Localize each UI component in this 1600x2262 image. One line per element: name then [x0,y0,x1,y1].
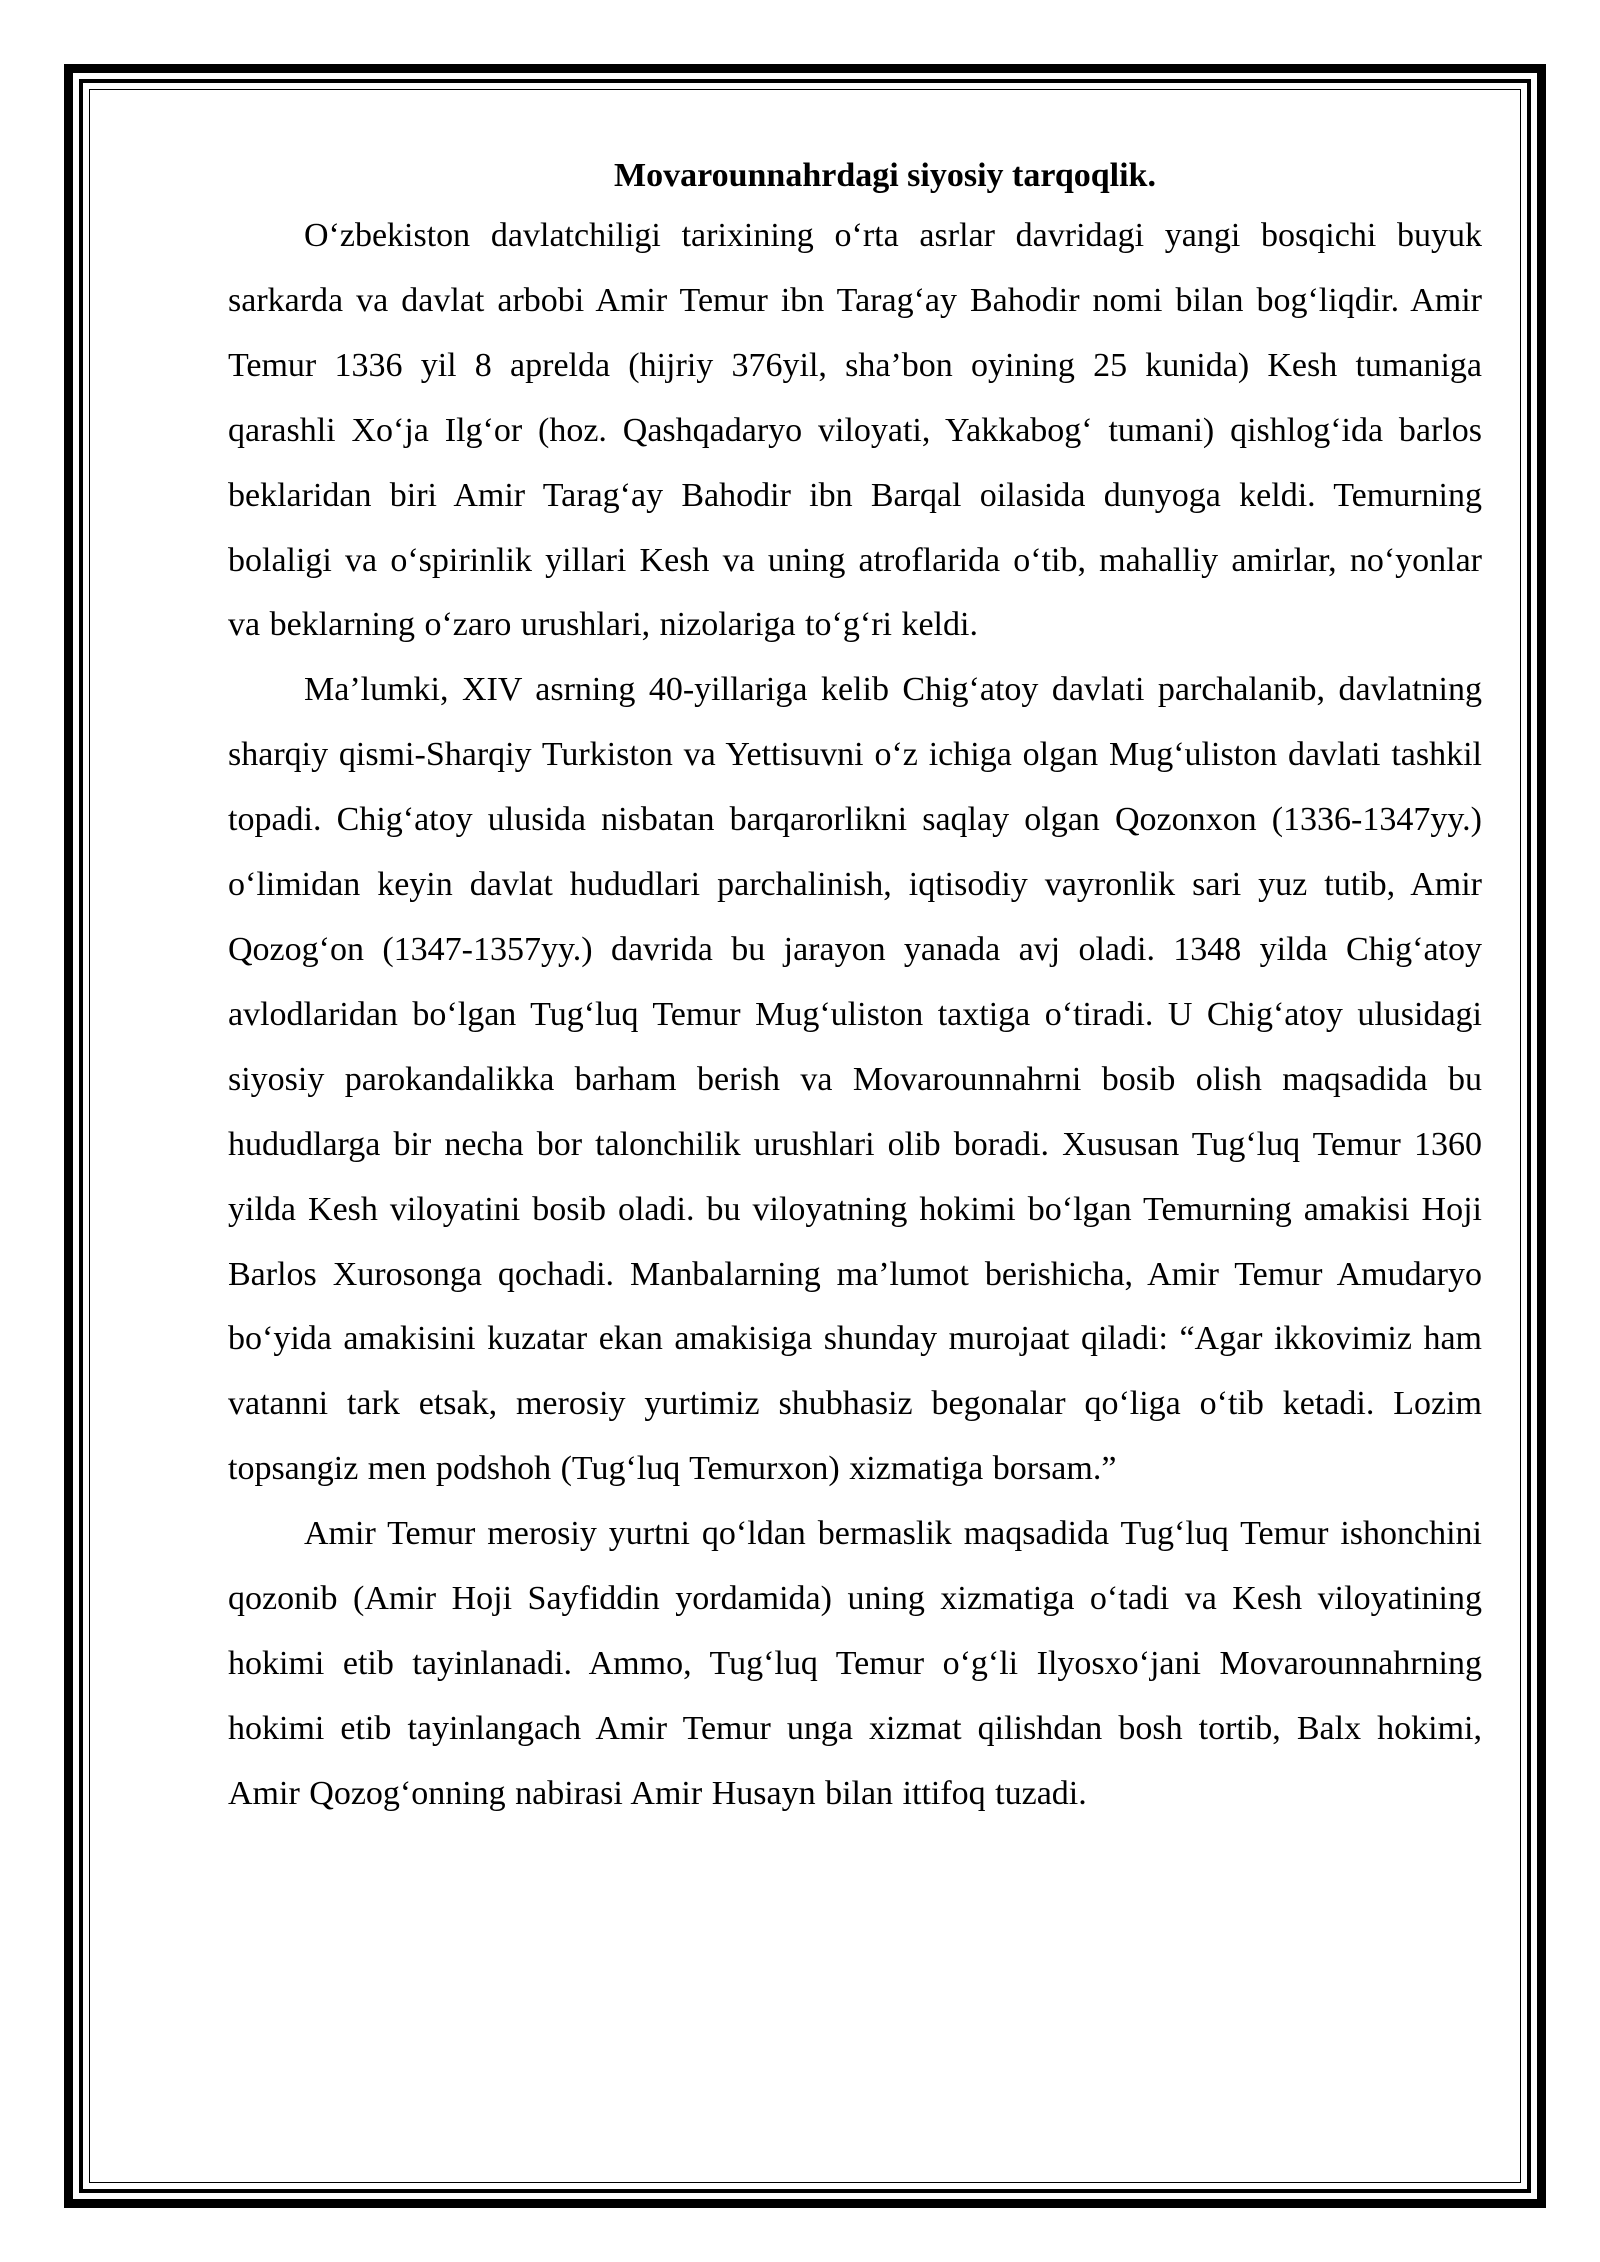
paragraph-1: O‘zbekiston davlatchiligi tarixining o‘rta asrlar davridagi yangi bosqichi buyuk sarkarda va davlat arbobi Amir Temur ibn Tarag‘ay Bahodir nomi bilan bog‘liqdir. Amir Temur 1336 yil 8 aprelda (hijriy 376yil, sha’bon oyining 25 kunida) Kesh tumaniga qarashli Xo‘ja Ilg‘or (hoz. Qashqadaryo viloyati, Yakkabog‘ tumani) qishlog‘ida barlos beklaridan biri Amir Tarag‘ay Bahodir ibn Barqal oilasida dunyoga keldi. Temurning bolaligi va o‘spirinlik yillari Kesh va uning atroflarida o‘tib, mahalliy amirlar, no‘yonlar va beklarning o‘zaro urushlari, nizolariga to‘g‘ri keldi. [228,217,1482,644]
paragraph-3: Amir Temur merosiy yurtni qo‘ldan bermaslik maqsadida Tug‘luq Temur ishonchini qozonib (Amir Hoji Sayfiddin yordamida) uning xizmatiga o‘tadi va Kesh viloyatining hokimi etib tayinlanadi. Ammo, Tug‘luq Temur o‘g‘li Ilyosxo‘jani Movarounnahrning hokimi etib tayinlangach Amir Temur unga xizmat qilishdan bosh tortib, Balx hokimi, Amir Qozog‘onning nabirasi Amir Husayn bilan ittifoq tuzadi. [228,1515,1482,1812]
document-body [228,150,1482,1827]
document-title: Movarounnahrdagi siyosiy tarqoqlik. [614,157,1156,194]
paragraph-2: Ma’lumki, XIV asrning 40-yillariga kelib Chig‘atoy davlati parchalanib, davlatning sharqiy qismi-Sharqiy Turkiston va Yettisuvni o‘z ichiga olgan Mug‘uliston davlati tashkil topadi. Chig‘atoy ulusida nisbatan barqarorlikni saqlay olgan Qozonxon (1336-1347yy.) o‘limidan keyin davlat hududlari parchalinish, iqtisodiy vayronlik sari yuz tutib, Amir Qozog‘on (1347-1357yy.) davrida bu jarayon yanada avj oladi. 1348 yilda Chig‘atoy avlodlaridan bo‘lgan Tug‘luq Temur Mug‘uliston taxtiga o‘tiradi. U Chig‘atoy ulusidagi siyosiy parokandalikka barham berish va Movarounnahrni bosib olish maqsadida bu hududlarga bir necha bor talonchilik urushlari olib boradi. Xususan Tug‘luq Temur 1360 yilda Kesh viloyatini bosib oladi. bu viloyatning hokimi bo‘lgan Temurning amakisi Hoji Barlos Xurosonga qochadi. Manbalarning ma’lumot berishicha, Amir Temur Amudaryo bo‘yida amakisini kuzatar ekan amakisiga shunday murojaat qiladi: “Agar ikkovimiz ham vatanni tark etsak, merosiy yurtimiz shubhasiz begonalar qo‘liga o‘tib ketadi. Lozim topsangiz men podshoh (Tug‘luq Temurxon) xizmatiga borsam.” [228,671,1482,1488]
